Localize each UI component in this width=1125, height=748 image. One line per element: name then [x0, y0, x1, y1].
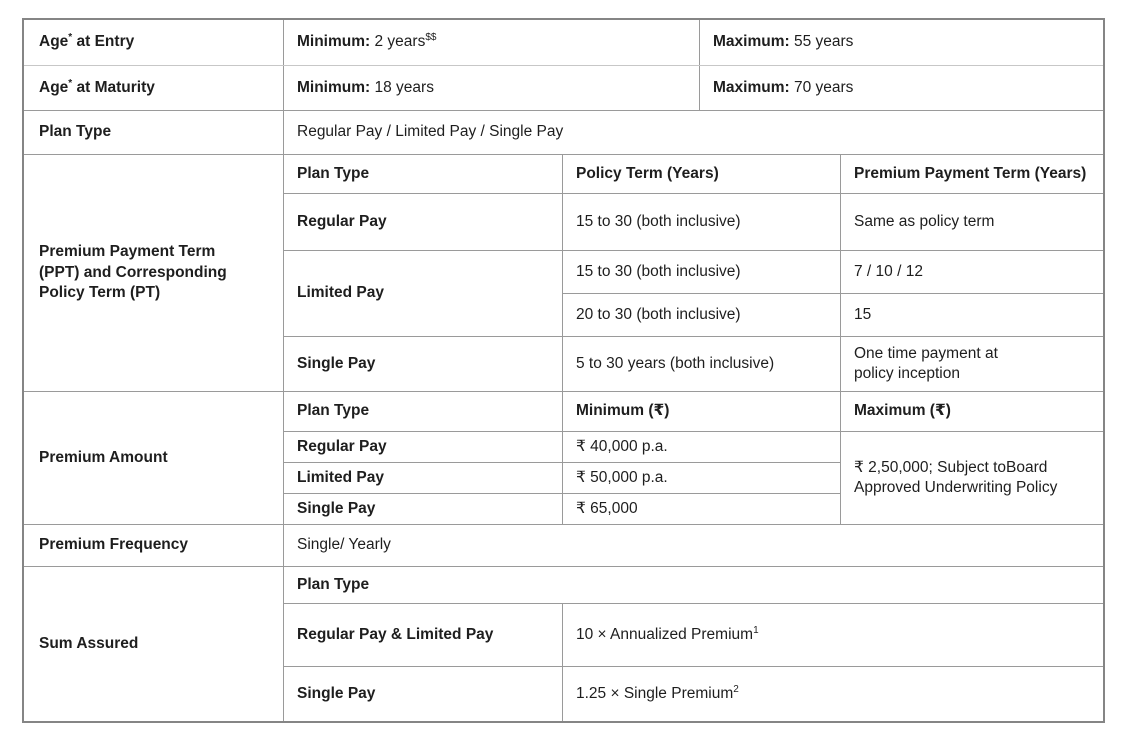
cell-text: 15: [854, 305, 872, 323]
footnote-marker-star: *: [68, 77, 73, 89]
ppt-header-payment-term: [840, 155, 1103, 193]
sum-assured-regular-limited-value: [562, 603, 1103, 666]
premium-amount-label: Premium Amount: [39, 448, 168, 466]
minimum-prefix: Minimum:: [297, 78, 371, 96]
cell-text: 5 to 30 years (both inclusive): [576, 354, 775, 372]
premium-frequency-cells: [284, 525, 1103, 566]
label-text-rest: at Entry: [72, 33, 135, 51]
cell-age-maturity-maximum: [700, 66, 1103, 110]
plan-type-cells: [284, 111, 1103, 154]
row-label-ppt-pt: [24, 155, 284, 391]
age-at-entry-cells: [284, 20, 1103, 65]
maximum-prefix: Maximum:: [713, 78, 790, 96]
amount-header-maximum: [840, 392, 1103, 431]
ppt-regular-payment-term: [840, 193, 1103, 250]
row-label-premium-frequency: [24, 525, 284, 566]
cell-text: ₹ 2,50,000; Subject toBoard Approved Underwriting Policy: [854, 458, 1058, 496]
cell-age-entry-minimum: [284, 20, 700, 65]
age-entry-minimum-text: [297, 32, 436, 52]
age-at-maturity-label: [39, 78, 155, 98]
ppt-limited-option1-policy-term: [562, 250, 840, 293]
amount-regular-minimum: [562, 431, 840, 462]
footnote-marker-star: *: [68, 32, 73, 44]
premium-amount-subtable: [284, 392, 1103, 524]
ppt-regular-policy-term: [562, 193, 840, 250]
row-label-age-at-entry: [24, 20, 284, 65]
age-maturity-minimum-text: [297, 78, 434, 98]
cell-text: Regular Pay: [297, 212, 387, 230]
plan-type-label: Plan Type: [39, 123, 112, 141]
cell-text: Limited Pay: [297, 284, 384, 302]
row-premium-amount: [24, 391, 1103, 524]
row-age-at-maturity: [24, 65, 1103, 110]
age-maturity-maximum-text: [713, 78, 853, 98]
cell-text: Regular Pay & Limited Pay: [297, 625, 494, 643]
header-text: Plan Type: [297, 402, 370, 420]
policy-eligibility-table: [22, 18, 1105, 723]
age-entry-maximum-text: [713, 32, 853, 52]
sum-assured-single-plan: [284, 666, 562, 721]
ppt-pt-label: Premium Payment Term (PPT) and Corresponding Policy Term (PT): [39, 243, 227, 302]
header-text: Premium Payment Term (Years): [854, 164, 1087, 182]
label-text-rest: at Maturity: [72, 78, 155, 96]
row-plan-type: [24, 110, 1103, 154]
row-label-age-at-maturity: [24, 66, 284, 110]
cell-text: Limited Pay: [297, 468, 384, 486]
row-ppt-pt: [24, 154, 1103, 391]
value-text: 10 × Annualized Premium: [576, 625, 754, 643]
ppt-regular-plan: [284, 193, 562, 250]
premium-frequency-value: Single/ Yearly: [297, 536, 391, 554]
maximum-prefix: Maximum:: [713, 33, 790, 51]
ppt-header-plan-type: [284, 155, 562, 193]
amount-limited-minimum: [562, 462, 840, 493]
amount-header-plan-type: [284, 392, 562, 431]
amount-single-minimum: [562, 493, 840, 524]
row-label-sum-assured: [24, 567, 284, 721]
cell-premium-frequency-value: [284, 525, 1103, 566]
header-text: Plan Type: [297, 164, 370, 182]
ppt-single-plan: [284, 336, 562, 391]
ppt-header-policy-term: [562, 155, 840, 193]
amount-header-minimum: [562, 392, 840, 431]
sum-assured-subtable: [284, 567, 1103, 721]
sum-assured-header-plan-type: [284, 567, 1103, 603]
amount-maximum-merged: [840, 431, 1103, 524]
sum-assured-single-value: [562, 666, 1103, 721]
cell-text: ₹ 40,000 p.a.: [576, 437, 668, 455]
header-text: Minimum (₹): [576, 402, 670, 420]
ppt-limited-plan: [284, 250, 562, 336]
cell-text: ₹ 65,000: [576, 499, 638, 517]
cell-text: Same as policy term: [854, 212, 995, 230]
cell-age-entry-maximum: [700, 20, 1103, 65]
cell-plan-type-value: [284, 111, 1103, 154]
cell-text: Single Pay: [297, 354, 376, 372]
row-sum-assured: [24, 566, 1103, 721]
label-text: Age: [39, 78, 69, 96]
row-age-at-entry: [24, 20, 1103, 65]
plan-type-value: Regular Pay / Limited Pay / Single Pay: [297, 123, 564, 141]
ppt-limited-option2-payment-term: [840, 293, 1103, 336]
header-text: Maximum (₹): [854, 402, 951, 420]
cell-text: ₹ 50,000 p.a.: [576, 468, 668, 486]
cell-text: 15 to 30 (both inclusive): [576, 262, 741, 280]
age-at-maturity-cells: [284, 66, 1103, 110]
maximum-value: 55 years: [789, 33, 854, 51]
amount-single-plan: [284, 493, 562, 524]
footnote-marker-dollars: $$: [425, 32, 437, 44]
ppt-limited-option1-payment-term: [840, 250, 1103, 293]
cell-text: [576, 625, 759, 645]
cell-text: [576, 684, 739, 704]
sum-assured-regular-limited-plan: [284, 603, 562, 666]
minimum-value: 18 years: [370, 78, 434, 96]
footnote-marker-2: 2: [733, 683, 739, 695]
header-text: Policy Term (Years): [576, 164, 719, 182]
cell-text: Single Pay: [297, 499, 376, 517]
sum-assured-label: Sum Assured: [39, 634, 139, 652]
cell-text: Single Pay: [297, 684, 376, 702]
cell-age-maturity-minimum: [284, 66, 700, 110]
row-label-premium-amount: [24, 392, 284, 524]
minimum-prefix: Minimum:: [297, 33, 371, 51]
age-at-entry-label: [39, 32, 134, 52]
cell-text: 20 to 30 (both inclusive): [576, 305, 741, 323]
label-text: Age: [39, 33, 69, 51]
footnote-marker-1: 1: [753, 624, 759, 636]
amount-regular-plan: [284, 431, 562, 462]
ppt-limited-option2-policy-term: [562, 293, 840, 336]
premium-frequency-label: Premium Frequency: [39, 536, 189, 554]
ppt-single-policy-term: [562, 336, 840, 391]
cell-text: 7 / 10 / 12: [854, 262, 923, 280]
cell-text: One time payment at policy inception: [854, 344, 998, 382]
amount-limited-plan: [284, 462, 562, 493]
row-label-plan-type: [24, 111, 284, 154]
cell-text: 15 to 30 (both inclusive): [576, 212, 741, 230]
value-text: 1.25 × Single Premium: [576, 684, 734, 702]
ppt-pt-subtable: [284, 155, 1103, 391]
cell-text: Regular Pay: [297, 437, 387, 455]
ppt-single-payment-term: [840, 336, 1103, 391]
maximum-value: 70 years: [789, 78, 854, 96]
header-text: Plan Type: [297, 575, 370, 593]
minimum-value: 2 years: [370, 33, 426, 51]
row-premium-frequency: [24, 524, 1103, 566]
